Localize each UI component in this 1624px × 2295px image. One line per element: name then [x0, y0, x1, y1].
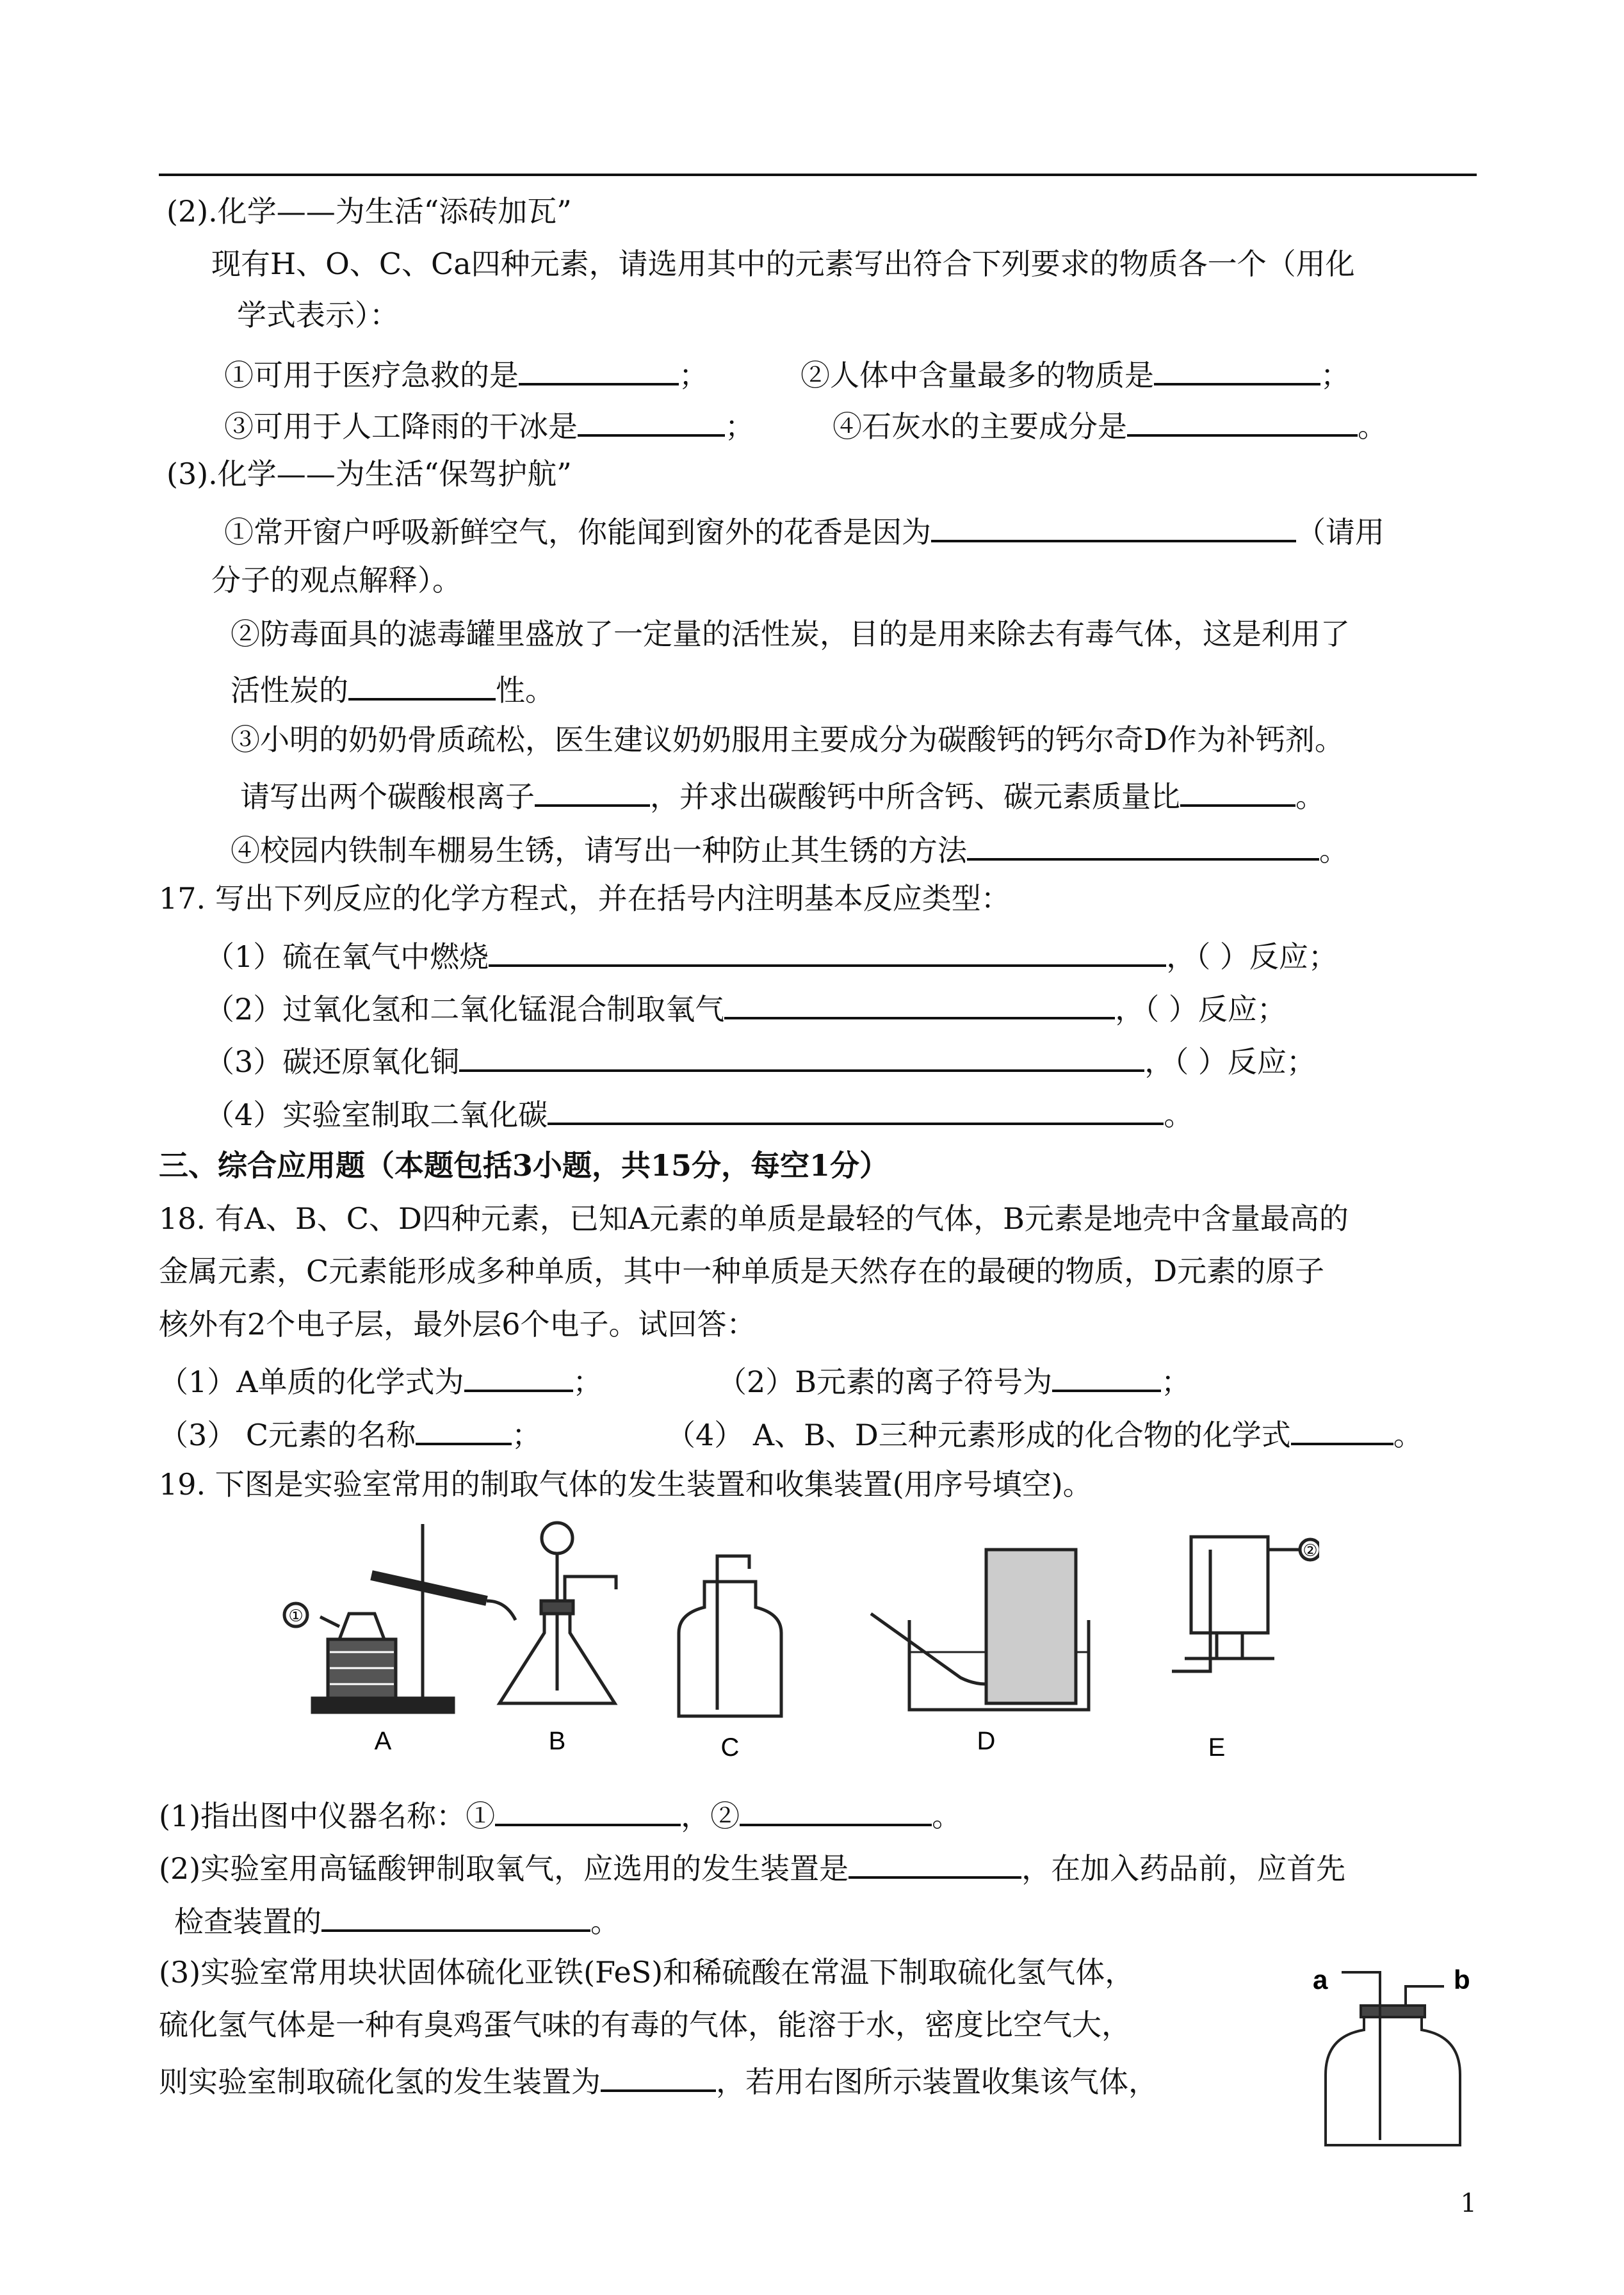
q17-item2-text: （2）过氧化氢和二氧化锰混合制取氧气 — [205, 992, 725, 1026]
header-rule — [159, 174, 1477, 176]
q19-stem: 19. 下图是实验室常用的制取气体的发生装置和收集装置(用序号填空)。 — [159, 1467, 1092, 1502]
q18-a2-blank[interactable] — [1052, 1359, 1161, 1392]
q18-a2-text: （2）B元素的离子符号为 — [717, 1365, 1053, 1399]
sec3-q1-line — [224, 509, 1384, 551]
q17-stem: 17. 写出下列反应的化学方程式，并在括号内注明基本反应类型： — [159, 881, 1011, 916]
q17-item3-tail: ，（ ）反应； — [1144, 1044, 1316, 1079]
q19-part3-line3 — [159, 2059, 1158, 2101]
sec2-q1-text: ①可用于医疗急救的是 — [224, 358, 519, 393]
apparatus-c — [679, 1556, 781, 1716]
mark-2: ② — [1303, 1541, 1318, 1560]
q19-part1 — [159, 1793, 961, 1835]
q18-a1-sep: ； — [572, 1365, 603, 1399]
q19-part2-cont — [174, 1899, 620, 1941]
sec3-q2-text: 活性炭的 — [231, 673, 348, 708]
q17-item1 — [205, 934, 1338, 976]
sec2-q4-line — [832, 403, 1387, 446]
sec3-q4-blank[interactable] — [967, 827, 1319, 861]
mark-1: ① — [288, 1606, 304, 1625]
sec3-q2-tail: 性。 — [496, 673, 555, 708]
q19-p1-text: (1)指出图中仪器名称：① — [159, 1799, 496, 1833]
q17-item2-tail: ，（ ）反应； — [1115, 992, 1287, 1026]
sec2-q4-end: 。 — [1358, 409, 1387, 444]
q18-line2: 金属元素，C元素能形成多种单质，其中一种单质是天然存在的最硬的物质，D元素的原子 — [159, 1254, 1325, 1288]
sec3-q1-text: ①常开窗户呼吸新鲜空气，你能闻到窗外的花香是因为 — [224, 515, 931, 549]
apparatus-d — [871, 1550, 1089, 1710]
lab-apparatus-figure — [269, 1505, 1319, 1774]
section-3-heading: 三、综合应用题（本题包括3小题，共15分，每空1分） — [159, 1148, 889, 1183]
sec3-q1-cont: 分子的观点解释）。 — [211, 563, 462, 597]
q19-p3-text: 则实验室制取硫化氢的发生装置为 — [159, 2064, 601, 2099]
q17-item2 — [205, 986, 1287, 1028]
label-e: E — [1208, 1733, 1226, 1762]
sec3-q4-end: 。 — [1319, 833, 1349, 868]
q17-item4 — [205, 1092, 1193, 1134]
sec2-q2-line — [800, 352, 1350, 394]
q19-part3-line2: 硫化氢气体是一种有臭鸡蛋气味的有毒的气体，能溶于水，密度比空气大， — [159, 2007, 1131, 2042]
q18-a3 — [159, 1412, 541, 1454]
sec2-q3-text: ③可用于人工降雨的干冰是 — [224, 409, 578, 444]
sec3-q2-cont — [231, 667, 555, 710]
sec2-q2-sep: ； — [1320, 358, 1350, 393]
q19-p2-cont-text: 检查装置的 — [174, 1904, 321, 1939]
sec3-q4-line — [231, 827, 1349, 870]
q17-item4-end: 。 — [1164, 1098, 1194, 1132]
q17-item3-blank[interactable] — [459, 1039, 1144, 1072]
q19-p2-blank2[interactable] — [321, 1899, 590, 1932]
sec3-q3-cont — [240, 774, 1325, 816]
q19-p1-mid: ，② — [681, 1799, 740, 1833]
q19-p1-end: 。 — [932, 1799, 962, 1833]
label-c: C — [720, 1733, 740, 1762]
q19-part2 — [159, 1845, 1345, 1888]
q17-item4-blank[interactable] — [548, 1092, 1164, 1125]
sec2-q3-blank[interactable] — [578, 403, 725, 437]
q19-p1-blank1[interactable] — [495, 1793, 681, 1826]
sec3-q3-end: 。 — [1295, 779, 1325, 814]
label-d: D — [977, 1727, 996, 1755]
sec3-q2-blank[interactable] — [348, 667, 496, 701]
q17-item2-blank[interactable] — [724, 986, 1115, 1019]
q19-p3-blank[interactable] — [601, 2059, 716, 2092]
q18-line1: 18. 有A、B、C、D四种元素，已知A元素的单质是最轻的气体，B元素是地壳中含量最高的 — [159, 1201, 1349, 1236]
q18-a1-text: （1）A单质的化学式为 — [159, 1365, 464, 1399]
page-number: 1 — [1460, 2189, 1477, 2218]
q19-part3-line1: (3)实验室常用块状固体硫化亚铁(FeS)和稀硫酸在常温下制取硫化氢气体， — [159, 1955, 1135, 1990]
sec2-intro-line2: 学式表示）： — [237, 298, 399, 332]
q17-item1-text: （1）硫在氧气中燃烧 — [205, 939, 489, 974]
bottle-label-b: b — [1454, 1965, 1470, 1995]
q19-p2-end: 。 — [590, 1904, 620, 1939]
sec3-q1-blank[interactable] — [931, 509, 1296, 542]
q17-item1-tail: ，（ ）反应； — [1166, 939, 1338, 974]
sec3-q4-text: ④校园内铁制车棚易生锈，请写出一种防止其生锈的方法 — [231, 833, 967, 868]
sec2-q3-sep: ； — [725, 409, 754, 444]
q18-a3-text: （3） C元素的名称 — [159, 1418, 416, 1452]
sec2-q4-blank[interactable] — [1127, 403, 1358, 437]
sec2-title: (2).化学——为生活“添砖加瓦” — [166, 194, 572, 229]
sec3-q3-blank2[interactable] — [1180, 774, 1295, 807]
q18-a4-blank[interactable] — [1291, 1412, 1393, 1445]
apparatus-a — [284, 1524, 516, 1712]
q18-a1 — [159, 1359, 603, 1401]
sec2-q4-text: ④石灰水的主要成分是 — [832, 409, 1127, 444]
q19-p3-tail: ，若用右图所示装置收集该气体， — [716, 2064, 1158, 2099]
q18-a4 — [666, 1412, 1423, 1454]
label-b: B — [548, 1727, 566, 1755]
sec2-q3-line — [224, 403, 754, 446]
q17-item4-text: （4）实验室制取二氧化碳 — [205, 1098, 548, 1132]
sec3-q3-line: ③小明的奶奶骨质疏松，医生建议奶奶服用主要成分为碳酸钙的钙尔奇D作为补钙剂。 — [231, 722, 1344, 757]
gas-bottle-figure — [1300, 1953, 1486, 2152]
q18-line3: 核外有2个电子层，最外层6个电子。试回答： — [159, 1307, 756, 1342]
q18-a4-end: 。 — [1393, 1418, 1423, 1452]
sec3-title: (3).化学——为生活“保驾护航” — [166, 457, 572, 491]
q17-item3-text: （3）碳还原氧化铜 — [205, 1044, 460, 1079]
q18-a4-text: （4） A、B、D三种元素形成的化合物的化学式 — [666, 1418, 1291, 1452]
q19-p2-mid: ，在加入药品前，应首先 — [1021, 1851, 1346, 1886]
q19-p2-text: (2)实验室用高锰酸钾制取氧气，应选用的发生装置是 — [159, 1851, 849, 1886]
sec2-q2-text: ②人体中含量最多的物质是 — [800, 358, 1154, 393]
sec3-q2-line: ②防毒面具的滤毒罐里盛放了一定量的活性炭，目的是用来除去有毒气体，这是利用了 — [231, 617, 1350, 651]
sec2-q1-blank[interactable] — [519, 352, 679, 385]
q18-a1-blank[interactable] — [464, 1359, 573, 1392]
q19-p1-blank2[interactable] — [740, 1793, 932, 1826]
sec2-q1-line — [224, 352, 708, 394]
sec2-q2-blank[interactable] — [1154, 352, 1320, 385]
sec3-q3-text: 请写出两个碳酸根离子 — [240, 779, 535, 814]
label-a: A — [374, 1727, 392, 1755]
sec3-q1-tail: （请用 — [1296, 515, 1384, 549]
sec3-q3-blank1[interactable] — [535, 774, 650, 807]
sec2-q1-sep: ； — [679, 358, 708, 393]
bottle-label-a: a — [1313, 1965, 1328, 1995]
q18-a3-sep: ； — [512, 1418, 542, 1452]
q19-p2-blank1[interactable] — [849, 1845, 1021, 1879]
q18-a2-sep: ； — [1161, 1365, 1191, 1399]
q17-item3 — [205, 1039, 1316, 1081]
apparatus-e — [1172, 1537, 1319, 1671]
q17-item1-blank[interactable] — [489, 934, 1166, 967]
sec3-q3-mid: ，并求出碳酸钙中所含钙、碳元素质量比 — [650, 779, 1180, 814]
apparatus-b — [499, 1523, 616, 1703]
q18-a3-blank[interactable] — [416, 1412, 512, 1445]
q18-a2 — [717, 1359, 1190, 1401]
sec2-intro-line1: 现有H、O、C、Ca四种元素，请选用其中的元素写出符合下列要求的物质各一个（用化 — [211, 247, 1355, 281]
